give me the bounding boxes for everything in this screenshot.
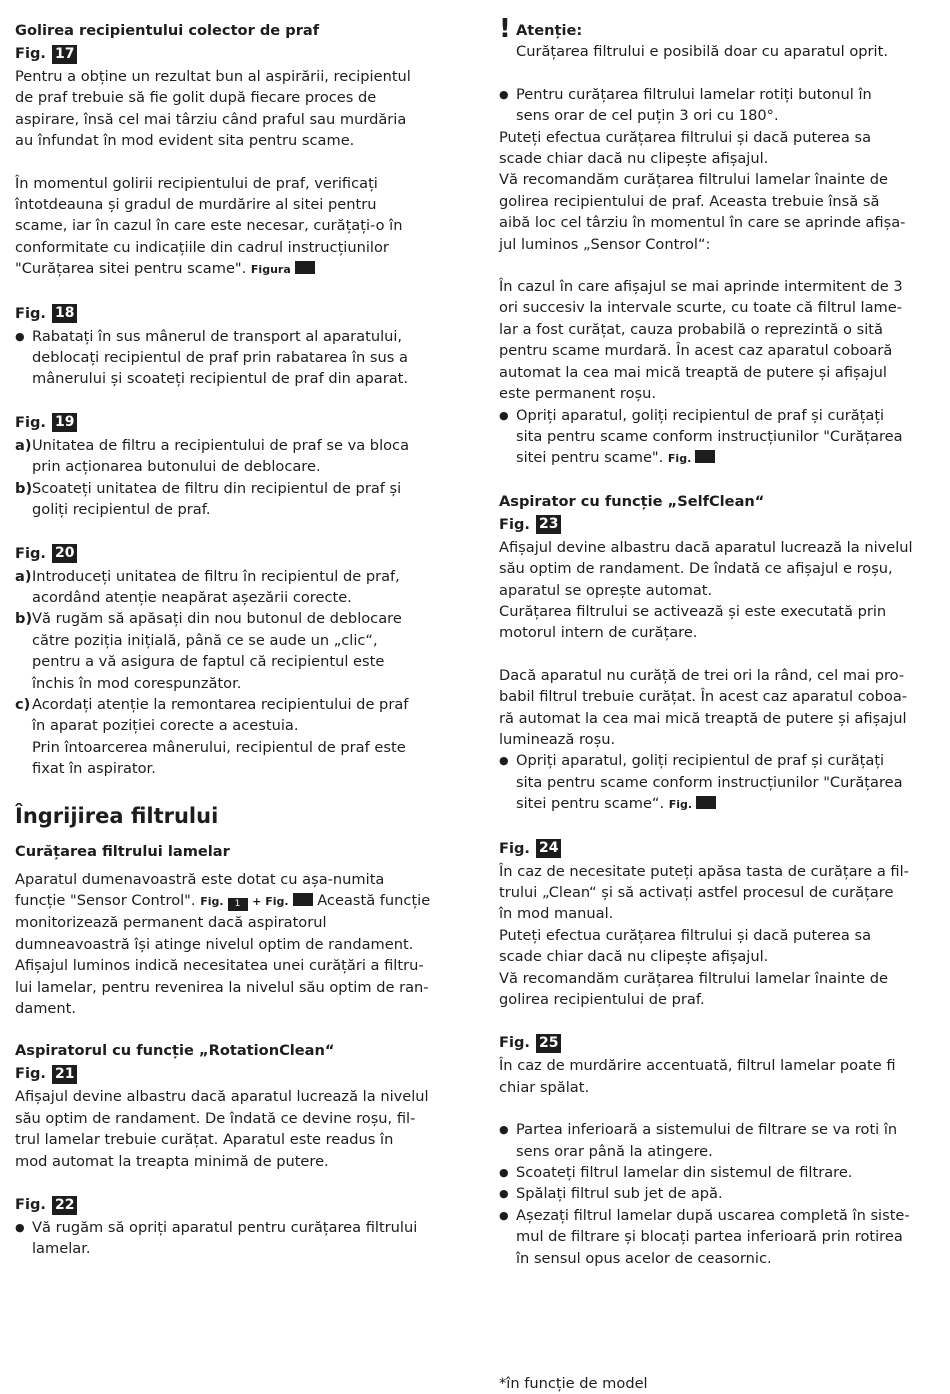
warning-title: Atenție: [516,22,583,39]
bullet-item: ● Vă rugăm să opriți aparatul pentru curățarea filtrului lamelar. [15,1217,455,1260]
fig-number: 25 [536,1034,561,1053]
paragraph: Dacă aparatul nu curăță de trei ori la rând, cel mai pro- babil filtrul trebuie curățat. În acest caz aparatul coboa- ră automat la cea mai mică treaptă de putere și afișajul luminează roșu. [499,666,908,748]
bullet-item: ● Opriți aparatul, goliți recipientul de praf și curățați sita pentru scame conform instrucțiunilor "Curățarea sitei pentru scame“. Fig. [499,750,939,815]
bullet-item: ● Partea inferioară a sistemului de filtrare se va roti în sens orar până la atingere. [499,1119,939,1162]
figure-ref-box [295,261,315,274]
paragraph: Afișajul devine albastru dacă aparatul lucrează la nivelul său optim de randament. De îndată ce afișajul e roșu, aparatul se oprește automat. Curățarea filtrului se activează și este executată prin motorul intern de curățare. [499,538,913,642]
fig-number: 19 [52,413,77,432]
fig-number: 18 [52,304,77,323]
fig-label: Fig. 19 [15,411,455,435]
bullet-item: ● Pentru curățarea filtrului lamelar rotiți butonul în sens orar de cel puțin 3 ori cu 180°. [499,84,939,127]
figure-ref-box [695,450,715,463]
list-item: c) Acordați atenție la remontarea recipientului de praf în aparat poziției corecte a acestuia. Prin întoarcerea mânerului, recipientul de praf este fixat în aspirator. [15,695,409,778]
figure-ref: Figura [250,263,291,277]
list-item: b) Scoateți unitatea de filtru din recipientul de praf și goliți recipientul de praf. [15,479,402,519]
bullet-item: ● Spălați filtrul sub jet de apă. [499,1183,939,1204]
fig-number: 21 [52,1065,77,1084]
fig-number: 20 [52,544,77,563]
paragraph: În caz de murdărire accentuată, filtrul lamelar poate fi chiar spălat. [499,1057,896,1096]
paragraph: Puteți efectua curățarea filtrului și dacă puterea sa scade chiar dacă nu clipește afișajul. Vă recomandăm curățarea filtrului lamelar înainte de golirea recipientului de praf. Aceasta trebuie însă să aibă loc cel târziu în momentul în care se aprinde afișa- jul luminos „Sensor Control“: [499,128,906,253]
fig-label: Fig. 25 [499,1031,939,1055]
right-column [499,14,939,1269]
fig-label: Fig. 22 [15,1193,455,1217]
exclamation-icon: ! [499,14,511,44]
bullet-item: ● Scoateți filtrul lamelar din sistemul de filtrare. [499,1162,939,1183]
fig-label: Fig. 20 [15,542,455,566]
subsection-title: Curățarea filtrului lamelar [15,842,230,860]
bullet-item: ● Rabatați în sus mânerul de transport al aparatului, deblocați recipientul de praf prin rabatarea în sus a mânerului și scoateți recipientul de praf din aparat. [15,326,455,390]
fig-number: 24 [536,839,561,858]
list-item: a) Introduceți unitatea de filtru în recipientul de praf, acordând atenție neapărat așezării corecte. [15,567,400,606]
warning-text: Curățarea filtrului e posibilă doar cu aparatul oprit. [516,43,888,61]
section-title: Îngrijirea filtrului [15,803,219,828]
warning-note [499,14,939,63]
figure-ref-box [293,893,313,906]
paragraph: În caz de necesitate puteți apăsa tasta de curățare a fil- trului „Clean“ și să activați astfel procesul de curățare în mod manual. Puteți efectua curățarea filtrului și dacă puterea sa scade chiar dacă nu clipește afișajul. Vă recomandăm curățarea filtrului lamelar înainte de golirea recipientului de praf. [499,862,909,1009]
figure-ref-box [696,796,716,809]
paragraph: În cazul în care afișajul se mai aprinde intermitent de 3 ori succesiv la intervale scurte, cu toate că filtrul lame- lar a fost curățat, cauza probabilă o reprezintă o sită pentru scame murdară. În acest caz aparatul coboară automat la cea mai mică treaptă de putere și afișajul este permanent roșu. [499,278,903,403]
fig-label: Fig. 18 [15,302,455,326]
left-column [15,20,455,1260]
fig-label: Fig. 17 [15,42,455,66]
heading-empty-container: Golirea recipientului colector de praf [15,22,320,39]
fig-number: 22 [52,1196,77,1215]
list-item: a) Unitatea de filtru a recipientului de praf se va bloca prin acționarea butonului de deblocare. [15,436,410,476]
subsection-title: Aspiratorul cu funcție „RotationClean“ [15,1042,335,1060]
bullet-item: ● Opriți aparatul, goliți recipientul de praf și curățați sita pentru scame conform instrucțiunilor "Curățarea sitei pentru scame". Fig. [499,405,939,470]
paragraph: Afișajul devine albastru dacă aparatul lucrează la nivelul său optim de randament. De îndată ce devine roșu, fil- trul lamelar trebuie curățat. Aparatul este readus în mod automat la treapta minimă de putere. [15,1088,429,1170]
footnote: *în funcție de model [499,1375,648,1392]
bullet-item: ● Așezați filtrul lamelar după uscarea completă în siste- mul de filtrare și blocați partea inferioară prin rotirea în sensul opus acelor de ceasornic. [499,1205,939,1269]
fig-number: 17 [52,45,77,64]
fig-label: Fig. 24 [499,837,939,861]
fig-label: Fig. 23 [499,513,939,537]
paragraph: Aparatul dumenavoastră este dotat cu așa-numita funcție "Sensor Control". Fig. 1 + Fig. Această funcție monitorizează permanent dacă aspiratorul dumneavoastră își atinge nivelul optim de randament. Afișajul luminos indică necesitatea unei curățări a filtru- lui lamelar, pentru revenirea la nivelul său optim de ran- dament. [15,870,431,1017]
paragraph: Pentru a obține un rezultat bun al aspirării, recipientul de praf trebuie să fie golit după fiecare proces de aspirare, însă cel mai târziu când praful sau murdăria au înfundat în mod evident sita pentru scame. [15,68,411,150]
fig-label: Fig. 21 [15,1062,455,1086]
fig-number: 23 [536,515,561,534]
list-item: b) Vă rugăm să apăsați din nou butonul de deblocare către poziția inițială, până ce se aude un „clic“, pentru a vă asigura de faptul că recipientul este închis în mod corespunzător. [15,610,402,692]
figure-ref-box: 1 [228,898,248,911]
paragraph: În momentul golirii recipientului de praf, verificați întotdeauna și gradul de murdărire al sitei pentru scame, iar în cazul în care este necesar, curățați-o în conformitate cu indicațiile din cadrul instrucțiunilor "Curățarea sitei pentru scame". Figura [15,174,403,278]
subsection-title: Aspirator cu funcție „SelfClean“ [499,492,765,510]
